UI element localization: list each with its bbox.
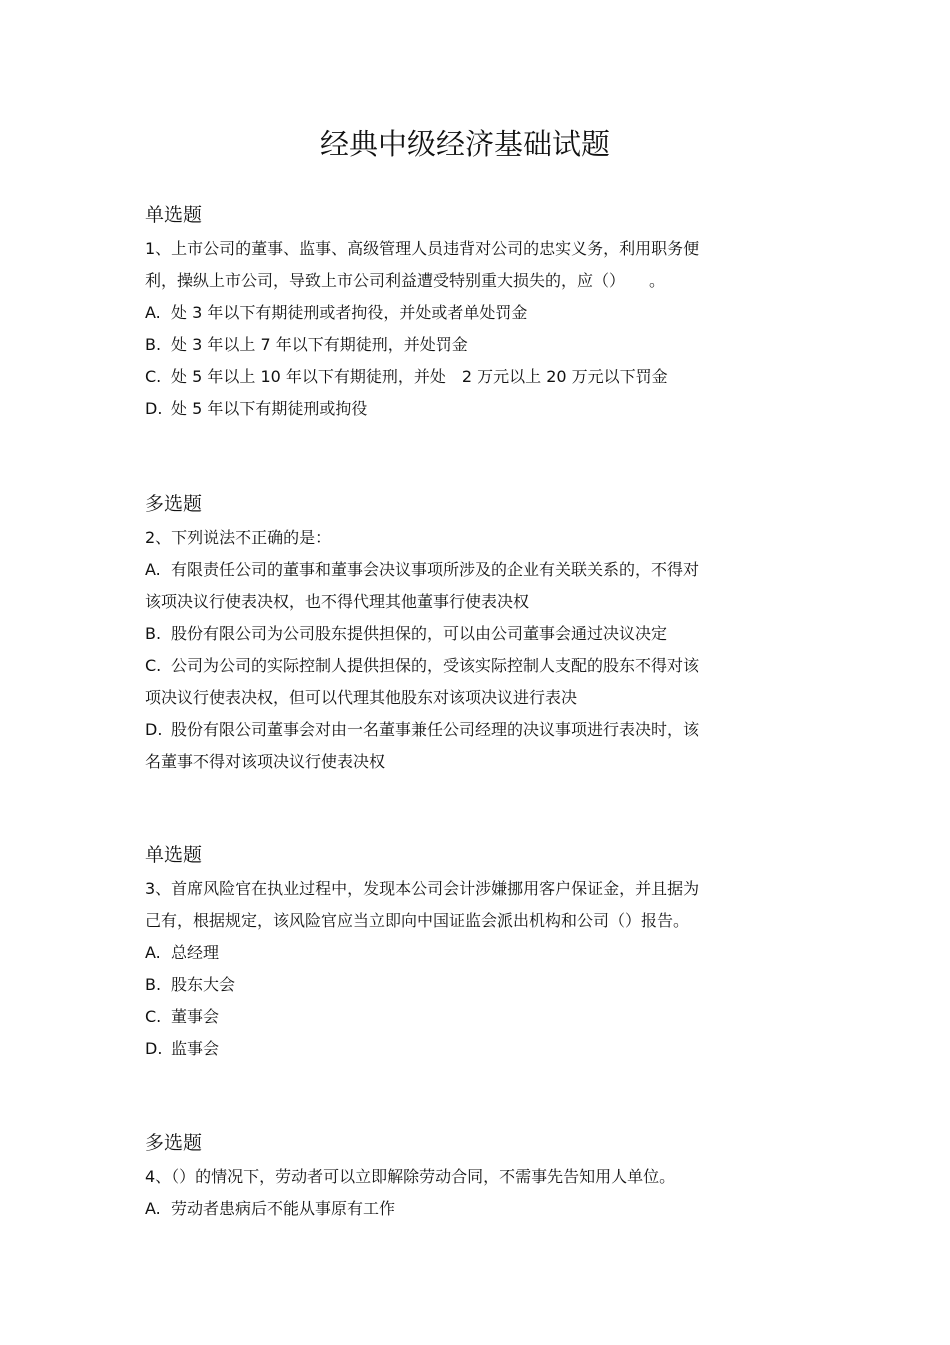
option-d — [145, 393, 785, 425]
option-letter: C. — [145, 656, 162, 675]
option-text: 董事会 — [171, 1007, 220, 1026]
option-text: 处 5 年以下有期徒刑或拘役 — [171, 399, 368, 418]
section-2 — [145, 490, 785, 778]
option-text: 股份有限公司董事会对由一名董事兼任公司经理的决议事项进行表决时，该 — [171, 720, 700, 739]
option-b — [145, 618, 785, 650]
option-letter: C. — [145, 1007, 162, 1026]
option-letter: A. — [145, 560, 161, 579]
option-text: 有限责任公司的董事和董事会决议事项所涉及的企业有关联关系的，不得对 — [171, 560, 700, 579]
question-1 — [145, 233, 785, 297]
section-heading: 多选题 — [145, 1132, 203, 1154]
option-d — [145, 714, 785, 746]
option-letter: B. — [145, 335, 162, 354]
option-text: 监事会 — [171, 1039, 220, 1058]
option-letter: B. — [145, 975, 162, 994]
question-text-line: 1、上市公司的董事、监事、高级管理人员违背对公司的忠实义务，利用职务便 — [145, 239, 700, 258]
option-letter: A. — [145, 1199, 161, 1218]
option-text: 处 3 年以下有期徒刑或者拘役，并处或者单处罚金 — [171, 303, 528, 322]
option-c — [145, 650, 785, 682]
question-text-line: 2、下列说法不正确的是： — [145, 528, 332, 547]
option-letter: D. — [145, 720, 163, 739]
question-3 — [145, 873, 785, 937]
section-heading: 单选题 — [145, 204, 203, 226]
option-text: 公司为公司的实际控制人提供担保的，受该实际控制人支配的股东不得对该 — [171, 656, 700, 675]
option-letter: C. — [145, 367, 162, 386]
option-text: 总经理 — [171, 943, 220, 962]
section-1 — [145, 201, 785, 425]
question-text-line: 3、首席风险官在执业过程中，发现本公司会计涉嫌挪用客户保证金，并且据为 — [145, 879, 700, 898]
option-letter: D. — [145, 1039, 163, 1058]
option-d-continued: 名董事不得对该项决议行使表决权 — [145, 752, 386, 771]
option-text: 处 5 年以上 10 年以下有期徒刑，并处 2 万元以上 20 万元以下罚金 — [171, 367, 668, 386]
option-text: 股份有限公司为公司股东提供担保的，可以由公司董事会通过决议决定 — [171, 624, 668, 643]
option-c — [145, 1001, 785, 1033]
option-d — [145, 1033, 785, 1065]
question-text-line: 己有，根据规定，该风险官应当立即向中国证监会派出机构和公司（）报告。 — [145, 911, 690, 930]
option-letter: A. — [145, 303, 161, 322]
section-3 — [145, 841, 785, 1065]
option-a — [145, 937, 785, 969]
option-letter: A. — [145, 943, 161, 962]
option-b — [145, 329, 785, 361]
option-text: 处 3 年以上 7 年以下有期徒刑，并处罚金 — [171, 335, 468, 354]
question-4 — [145, 1161, 785, 1193]
option-a — [145, 554, 785, 586]
section-heading: 单选题 — [145, 844, 203, 866]
section-heading: 多选题 — [145, 493, 203, 515]
option-a-continued: 该项决议行使表决权，也不得代理其他董事行使表决权 — [145, 592, 530, 611]
question-2 — [145, 522, 785, 554]
section-4 — [145, 1129, 785, 1225]
question-text-line: 4、（）的情况下，劳动者可以立即解除劳动合同，不需事先告知用人单位。 — [145, 1167, 676, 1186]
option-text: 股东大会 — [171, 975, 236, 994]
option-text: 劳动者患病后不能从事原有工作 — [171, 1199, 396, 1218]
option-c — [145, 361, 785, 393]
option-letter: D. — [145, 399, 163, 418]
option-c-continued: 项决议行使表决权，但可以代理其他股东对该项决议进行表决 — [145, 688, 578, 707]
question-text-line: 利，操纵上市公司，导致上市公司利益遭受特别重大损失的，应（） 。 — [145, 271, 666, 290]
option-a — [145, 297, 785, 329]
option-b — [145, 969, 785, 1001]
option-a — [145, 1193, 785, 1225]
option-letter: B. — [145, 624, 162, 643]
document-title: 经典中级经济基础试题 — [319, 127, 610, 161]
